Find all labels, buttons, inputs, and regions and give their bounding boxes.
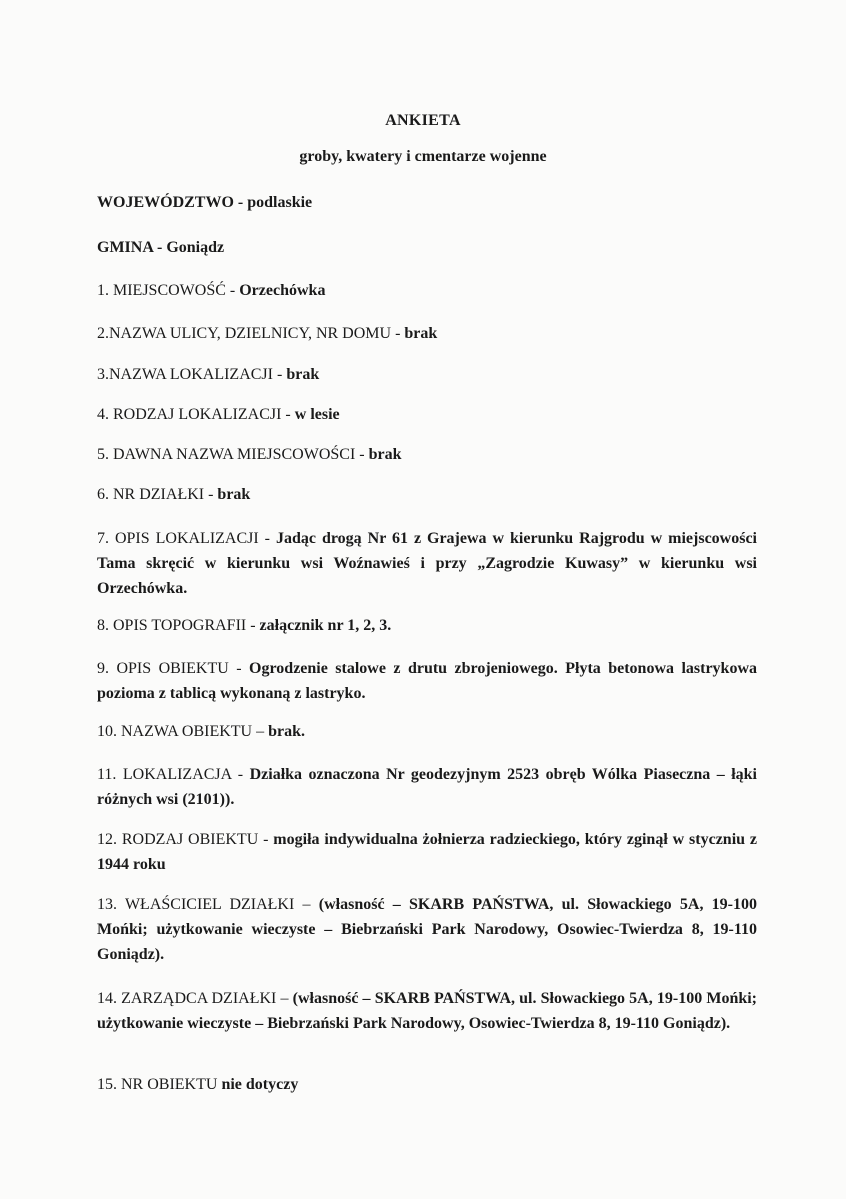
field-11-lokalizacja	[97, 762, 757, 812]
field-label: 12. RODZAJ OBIEKTU -	[97, 831, 274, 848]
document-title: ANKIETA	[385, 112, 461, 129]
field-4-rodzaj-lokalizacji	[97, 403, 757, 427]
field-label: 8. OPIS TOPOGRAFII -	[97, 617, 260, 634]
field-gmina	[97, 236, 757, 260]
field-label: 3.NAZWA LOKALIZACJI -	[97, 366, 287, 383]
field-wojewodztwo	[97, 191, 757, 215]
field-2-nazwa-ulicy	[97, 322, 757, 346]
field-label: 2.NAZWA ULICY, DZIELNICY, NR DOMU -	[97, 325, 405, 342]
field-6-nr-dzialki	[97, 483, 757, 507]
field-label: 14. ZARZĄDCA DZIAŁKI –	[97, 990, 293, 1007]
field-14-zarzadca-dzialki	[97, 986, 757, 1036]
gmina-value: - Goniądz	[157, 239, 225, 256]
field-label: 6. NR DZIAŁKI -	[97, 486, 218, 503]
gmina-label: GMINA	[97, 239, 153, 256]
field-value: Ogrodzenie stalowe z drutu zbrojeniowego. Płyta betonowa lastrykowa pozioma z tablicą wykonaną z lastryko.	[97, 660, 758, 702]
field-value: brak	[404, 325, 438, 342]
field-label: 7. OPIS LOKALIZACJI -	[97, 530, 276, 547]
field-13-wlasciciel-dzialki	[97, 892, 757, 967]
field-8-opis-topografii	[97, 614, 757, 638]
field-7-opis-lokalizacji	[97, 526, 757, 601]
field-value: nie dotyczy	[221, 1076, 299, 1093]
field-value: (własność – SKARB PAŃSTWA, ul. Słowackiego 5A, 19-100 Mońki; użytkowanie wieczyste – Biebrzański Park Narodowy, Osowiec-Twierdza 8, 19-110 Goniądz).	[97, 990, 758, 1032]
field-value: Działka oznaczona Nr geodezyjnym 2523 obręb Wólka Piaseczna – łąki różnych wsi (2101)).	[97, 766, 758, 808]
field-15-nr-obiektu	[97, 1073, 757, 1097]
field-value: brak	[368, 446, 402, 463]
field-10-nazwa-obiektu	[97, 720, 757, 744]
field-label: 10. NAZWA OBIEKTU –	[97, 723, 269, 740]
field-label: 13. WŁAŚCICIEL DZIAŁKI –	[97, 896, 319, 913]
field-value: (własność – SKARB PAŃSTWA, ul. Słowackiego 5A, 19-100 Mońki; użytkowanie wieczyste – Biebrzański Park Narodowy, Osowiec-Twierdza 8, 19-110 Goniądz).	[97, 896, 758, 963]
field-value: brak	[286, 366, 320, 383]
field-3-nazwa-lokalizacji	[97, 363, 757, 387]
field-value: mogiła indywidualna żołnierza radzieckiego, który zginął w styczniu z 1944 roku	[97, 831, 757, 873]
field-label: 9. OPIS OBIEKTU -	[97, 660, 250, 677]
field-label: 11. LOKALIZACJA -	[97, 766, 250, 783]
field-value: Orzechówka	[239, 282, 326, 299]
field-5-dawna-nazwa	[97, 443, 757, 467]
field-value: brak.	[268, 723, 305, 740]
field-1-miejscowosc	[97, 279, 757, 303]
field-value: załącznik nr 1, 2, 3.	[259, 617, 392, 634]
field-value: brak	[217, 486, 251, 503]
field-12-rodzaj-obiektu	[97, 827, 757, 877]
wojewodztwo-value: - podlaskie	[237, 194, 313, 211]
field-label: 5. DAWNA NAZWA MIEJSCOWOŚCI -	[97, 446, 369, 463]
field-value: w lesie	[294, 406, 340, 423]
field-label: 1. MIEJSCOWOŚĆ -	[97, 282, 240, 299]
field-value: Jadąc drogą Nr 61 z Grajewa w kierunku Rajgrodu w miejscowości Tama skręcić w kierunku wsi Woźnawieś i przy „Zagrodzie Kuwasy” w kierunku wsi Orzechówka.	[97, 530, 757, 597]
field-label: 15. NR OBIEKTU	[97, 1076, 222, 1093]
document-subtitle: groby, kwatery i cmentarze wojenne	[299, 148, 547, 165]
field-label: 4. RODZAJ LOKALIZACJI -	[97, 406, 295, 423]
wojewodztwo-label: WOJEWÓDZTWO	[97, 194, 234, 211]
field-9-opis-obiektu	[97, 656, 757, 706]
